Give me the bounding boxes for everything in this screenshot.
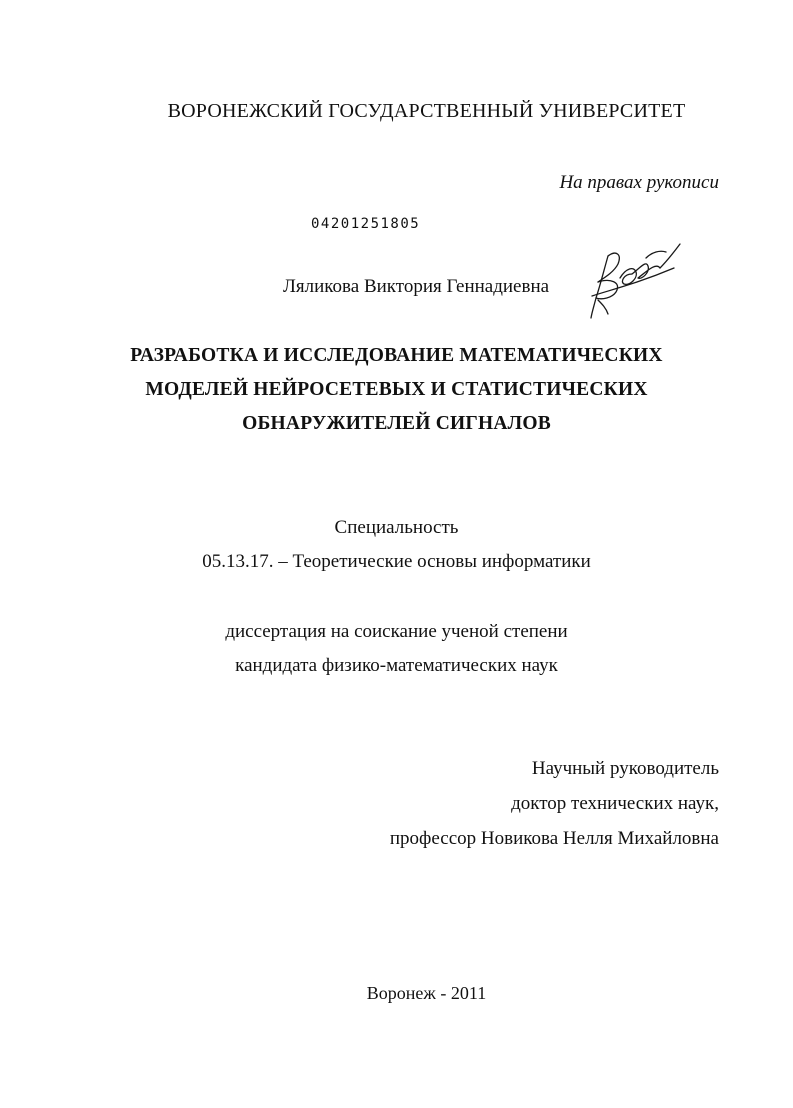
specialty-value: 05.13.17. – Теоретические основы информатики [202, 551, 591, 572]
catalog-code: 04201251805 [311, 216, 421, 232]
supervisor-degree: доктор технических наук, [511, 793, 719, 814]
supervisor-role: Научный руководитель [531, 758, 719, 779]
dissertation-line-2: кандидата физико-математических наук [235, 655, 558, 676]
title-line-3: ОБНАРУЖИТЕЛЕЙ СИГНАЛОВ [242, 413, 551, 434]
title-line-2: МОДЕЛЕЙ НЕЙРОСЕТЕВЫХ И СТАТИСТИЧЕСКИХ [145, 379, 648, 400]
rights-note: На правах рукописи [559, 172, 719, 193]
supervisor-name: профессор Новикова Нелля Михайловна [389, 828, 719, 849]
title-line-1: РАЗРАБОТКА И ИССЛЕДОВАНИЕ МАТЕМАТИЧЕСКИХ [130, 345, 663, 366]
author-name: Ляликова Виктория Геннадиевна [283, 276, 550, 297]
author-signature [586, 238, 686, 324]
dissertation-line-1: диссертация на соискание ученой степени [225, 621, 568, 642]
city-year: Воронеж - 2011 [366, 983, 487, 1003]
university-name: ВОРОНЕЖСКИЙ ГОСУДАРСТВЕННЫЙ УНИВЕРСИТЕТ [167, 100, 686, 122]
specialty-label: Специальность [334, 517, 459, 538]
